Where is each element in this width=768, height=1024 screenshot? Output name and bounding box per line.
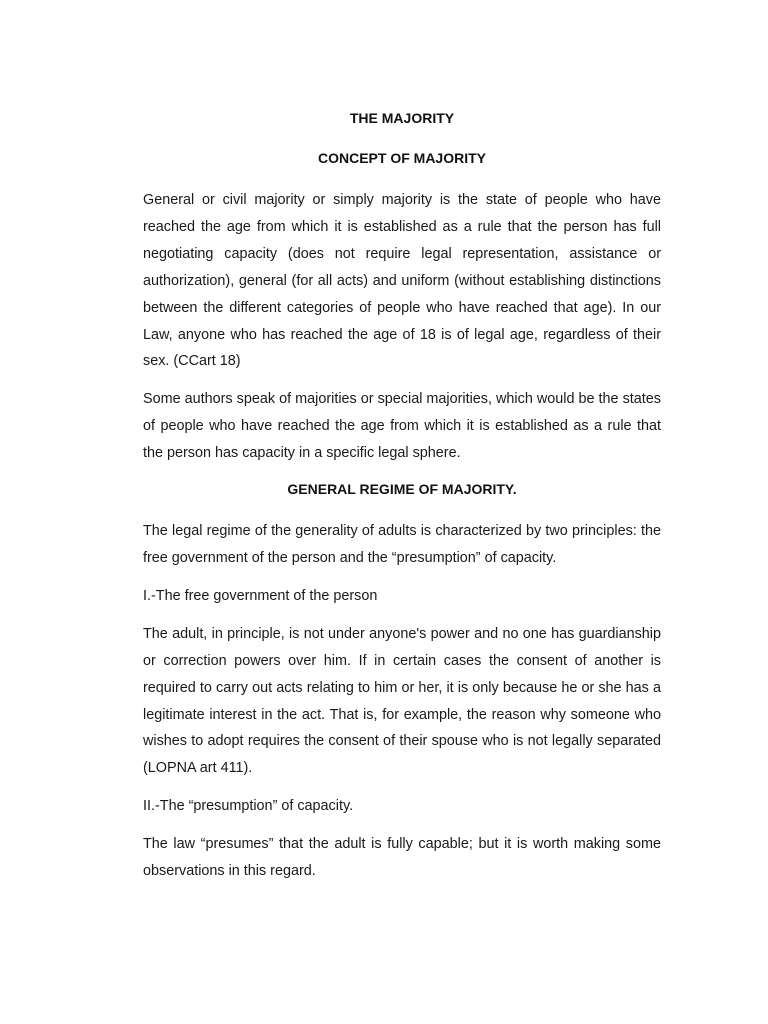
paragraph-adult-power: The adult, in principle, is not under anyone's power and no one has guardianship or correction powers over him. If in certain cases the consent of another is required to carry out acts relating to him or her, it is only because he or she has a legitimate interest in the act. That is, for example, the reason why someone who wishes to adopt requires the consent of their spouse who is not legally separated (LOPNA art 411). [143,625,661,777]
paragraph-law-presumes: The law “presumes” that the adult is fully capable; but it is worth making some observations in this regard. [143,836,661,880]
paragraph-majority-definition: General or civil majority or simply majority is the state of people who have reached the age from which it is established as a rule that the person has full negotiating capacity (does not require legal representation, assistance or authorization), general (for all acts) and uniform (without establishing distinctions between the different categories of people who have reached that age). In our Law, anyone who has reached the age of 18 is of legal age, regardless of their sex. (CCart 18) [143,192,661,370]
section-heading-concept: CONCEPT OF MAJORITY [317,150,486,166]
paragraph-special-majorities: Some authors speak of majorities or special majorities, which would be the states of people who have reached the age from which it is established as a rule that the person has capacity in a specific legal sphere. [143,391,661,462]
section-heading-general-regime: GENERAL REGIME OF MAJORITY. [287,481,517,498]
document-title: THE MAJORITY [349,110,455,126]
document-page [143,107,661,896]
paragraph-regime-principles: The legal regime of the generality of adults is characterized by two principles: the free government of the person and the “presumption” of capacity. [143,523,661,566]
subheading-free-government: I.-The free government of the person [143,587,378,604]
subheading-presumption-capacity: II.-The “presumption” of capacity. [143,798,354,815]
